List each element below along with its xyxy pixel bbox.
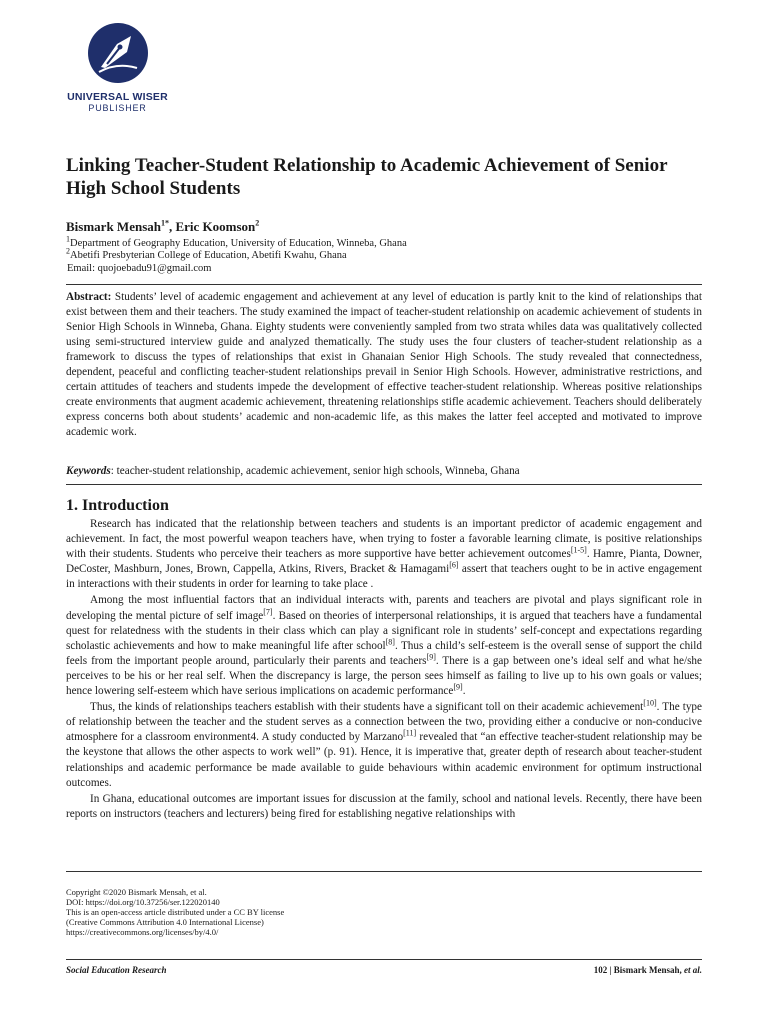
publisher-logo bbox=[60, 22, 175, 113]
divider-mid bbox=[66, 484, 702, 485]
license-url-line[interactable]: https://creativecommons.org/licenses/by/4.0/ bbox=[66, 927, 219, 937]
copyright-line: Copyright ©2020 Bismark Mensah, et al. bbox=[66, 887, 207, 897]
abstract-text: Students’ level of academic engagement and achievement at any level of education is partly knit to the kind of relationships that exist between them and their teachers. The study examined the impact of teacher-student relationship on academic achievement of students in Senior High Schools in Winneba, Ghana. Eighty students were conveniently sampled from two strata whiles data was qualitatively collected using semi-structured interview guide and analyzed thematically. The study uses the four clusters of teacher-student relationship as a framework to discuss the types of relationships that exist in Ghanaian Senior High Schools. The study revealed that connectedness, dependent, peaceful and conflicting teacher-student relationships prevail in Senior High Schools. However, administrative restrictions, and certain attitudes of teachers and students impede the development of effective teacher-student relationship. Whereas positive relationships create environments that augment academic achievement, threatening relationships stifle academic achievement. Teachers should deliberately express concerns both about students’ academic and non-academic life, as this makes the latter feel accepted and motivated to improve academic work. bbox=[66, 291, 703, 439]
affiliation-1 bbox=[66, 234, 407, 251]
publisher-subtitle: PUBLISHER bbox=[88, 103, 147, 113]
keywords-label: Keywords bbox=[66, 465, 111, 477]
divider-top bbox=[66, 284, 702, 285]
text: . There is a gap between one’s ideal self and what he/she perceives to be his or her real self. When the discrepancy is large, the person sees himself as failing to live up to his own goals or values; hence lowering self-esteem which have serious implications on academic performance bbox=[66, 654, 702, 698]
citation: [9] bbox=[453, 682, 463, 692]
license-line: This is an open-access article distributed under a CC BY license bbox=[66, 907, 285, 917]
affiliation-1-text: Department of Geography Education, University of Education, Winneba, Ghana bbox=[70, 238, 407, 249]
publisher-name: UNIVERSAL WISER bbox=[67, 91, 168, 103]
author-separator: , bbox=[168, 219, 176, 234]
footer-separator: | bbox=[607, 965, 614, 975]
paragraph bbox=[66, 593, 702, 699]
keywords-text: teacher-student relationship, academic achievement, senior high schools, Winneba, Ghana bbox=[116, 465, 520, 477]
paragraph bbox=[66, 517, 702, 592]
text: . Based on theories of interpersonal relationships, it is argued that teachers have a fundamental quest for relatedness with the students in their class which can play a significant role in students’ self-concept and expectations regarding scholastic achievements and how to make meaningful life after school bbox=[66, 609, 702, 652]
footer-author: Bismark Mensah, bbox=[613, 965, 684, 975]
citation: [9] bbox=[426, 652, 436, 662]
email-line: Email: quojoebadu91@gmail.com bbox=[67, 263, 212, 274]
text: . Hamre, Pianta, Downer, DeCoster, Mashburn, Jones, Brown, Cappella, Atkins, Rivers, Bracket & Hamagami bbox=[66, 548, 702, 576]
citation: [7] bbox=[263, 606, 273, 616]
citation: [6] bbox=[449, 560, 459, 570]
text: assert that teachers ought to be in active engagement in interactions with their students in order for learning to take place . bbox=[66, 563, 702, 591]
text: Thus, the kinds of relationships teachers establish with their students have a significant toll on their academic achievement bbox=[90, 701, 644, 714]
paragraph: In Ghana, educational outcomes are important issues for discussion at the family, school and national levels. Recently, there have been reports on instructors (teachers and lecturers) being fired for establishing negative relationships with bbox=[66, 792, 702, 820]
divider-footer bbox=[66, 959, 702, 960]
journal-name: Social Education Research bbox=[66, 965, 167, 975]
keywords-colon: : bbox=[110, 465, 117, 477]
text: . bbox=[462, 685, 466, 698]
affiliation-2 bbox=[66, 246, 347, 263]
paragraph bbox=[66, 700, 702, 791]
text: . Thus a child’s self-esteem is the overall sense of support the child feels from the important people around, particularly their parents and teachers bbox=[66, 639, 702, 667]
pen-nib-icon bbox=[87, 22, 149, 84]
footer-etal: et al. bbox=[684, 965, 702, 975]
affiliation-2-marker: 2 bbox=[66, 246, 70, 256]
citation: [11] bbox=[403, 728, 417, 738]
abstract bbox=[66, 290, 702, 440]
author-1-name: Bismark Mensah bbox=[66, 219, 161, 234]
copyright-block bbox=[66, 887, 466, 937]
text: revealed that “an effective teacher-student relationship may be the keystone that allows the other aspects to work well” (p. 91). Hence, it is imperative that, greater depth of research about teacher-student relationships and academic performance be made available to guide behaviours within academic environment for optimum instructional outcomes. bbox=[66, 731, 702, 789]
doi-line[interactable]: DOI: https://doi.org/10.37256/ser.122020140 bbox=[66, 897, 220, 907]
author-2-name: Eric Koomson bbox=[175, 219, 256, 234]
citation: [10] bbox=[643, 698, 657, 708]
divider-footnote bbox=[66, 871, 702, 872]
citation: [8] bbox=[385, 637, 395, 647]
citation: [1-5] bbox=[570, 545, 587, 555]
paper-title: Linking Teacher-Student Relationship to Academic Achievement of Senior High School Students bbox=[66, 155, 668, 199]
page-footer bbox=[594, 965, 702, 975]
abstract-label: Abstract: bbox=[66, 291, 112, 303]
page-number: 102 bbox=[593, 965, 608, 975]
author-1-marker: 1* bbox=[160, 218, 169, 228]
license-name-line: (Creative Commons Attribution 4.0 International License) bbox=[66, 917, 264, 927]
text: Among the most influential factors that an individual interacts with, parents and teachers are pivotal and plays significant role in developing the mental picture of self image bbox=[66, 594, 702, 622]
affiliation-1-marker: 1 bbox=[66, 234, 70, 244]
keywords bbox=[66, 465, 702, 477]
text: . The type of relationship between the teacher and the student serves as a connection between the two, providing either a conducive or non-conducive atmosphere for a classroom environment4. A study conducted by Marzano bbox=[66, 701, 702, 744]
intro-body bbox=[66, 517, 702, 822]
author-2-marker: 2 bbox=[255, 218, 260, 228]
text: Research has indicated that the relationship between teachers and students is an important predictor of academic engagement and achievement. In fact, the most powerful weapon teachers have, when trying to foster a favorable learning climate, is positive relationships with their students. Students who perceive their teachers as more supportive have better achievement outcomes bbox=[66, 518, 702, 561]
affiliation-2-text: Abetifi Presbyterian College of Education, Abetifi Kwahu, Ghana bbox=[70, 250, 347, 261]
author-line bbox=[66, 219, 259, 235]
section-heading: 1. Introduction bbox=[66, 497, 169, 514]
